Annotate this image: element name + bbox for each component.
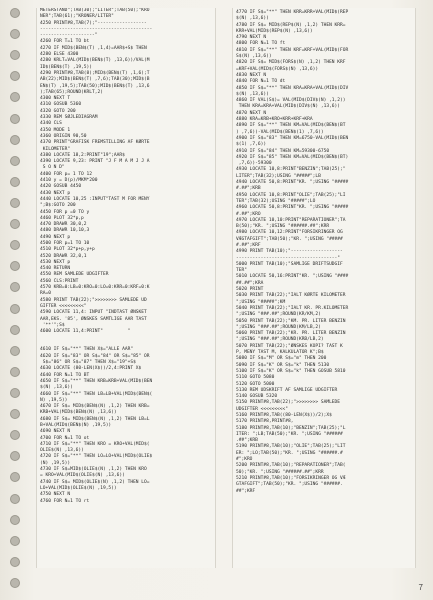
punch-hole <box>10 135 20 145</box>
punch-hole <box>10 346 20 356</box>
punch-hole <box>10 261 20 271</box>
punch-hole <box>10 367 20 377</box>
punch-hole <box>10 304 20 314</box>
punch-hole <box>10 325 20 335</box>
punch-hole <box>10 388 20 398</box>
punch-hole <box>10 92 20 102</box>
punch-hole <box>10 29 20 39</box>
punch-hole <box>10 114 20 124</box>
punch-hole <box>10 177 20 187</box>
punch-hole <box>10 219 20 229</box>
punch-hole <box>10 156 20 166</box>
punch-hole <box>10 494 20 504</box>
punch-hole <box>10 8 20 18</box>
code-block-left-1: METERSTAND";TAB(30);"LITER";TAB(50);"KRO NER";TAB(61);"KRONER/LITER" 4250 PRINT#8,TAB(7);"------------------ ----------------------------------------- --------------------" 4260 FOR T=1 TO bt 4270 IF MID$(BEN$(T) ,1,4)=AAR$+S$ THEN 4280 ELSE 4300 4280 KRLT=VAL(MID$(BEN$(T) ,13,6))/VAL(M ID$(BEN$(T) ,19,5)) 4290 PRINT#8,TAB(8);MID$(BEN$(T) ,1,6);T AB(22);MID$(BEN$(T) ,7,6);TAB(30);MID$(B EN$(T) ,19,5);TAB(50);MID$(BEN$(T) ,13,6 );TAB(65);ROUND(KRLT,2) 4300 NEXT T 4310 GOSUB 5360 4320 GOTO 200 4330 REM SØJLEDIAGRAM 4340 CLS 4350 MODE 1 4360 ORIGIN 90,50 4370 PRINT"GRAFISK FREMSTILLING AF KØRTE KILOMETER" 4380 LOCATE 18,2:PRINT"19";AAR$ 4390 LOCATE 9,23: PRINT "J F M A M J J A S O N D" 4400 FOR p= 1 TO 12 4410 y = D(p)/MKM*200 4420 GOSUB 4450 4430 NEXT p 4440 LOCATE 10,25 :INPUT"TAST M FOR MENY ";B$:GOTO 200 4450 FOR p =0 TO y 4460 PLOT 32*p,p 4470 DRAWR 30,0,2 4480 DRAWR 10,10,3 4490 NEXT p 4500 FOR p=1 TO 10 4510 PLOT 32*p+p,y+p 4520 DRAWR 32,0,1 4530 NEXT p 4540 RETURN 4550 REM SAMLEDE UDGIFTER 4560 CLS:PRINT 4570 KRB=0:LB=0:KRO=0:LO=0:KRR=0:KRF=0:K RA=0 4580 PRINT TAB(22);">>>>>>>> SAMLEDE UD GIFTER <<<<<<<<<" 4590 LOCATE 11,4: INPUT "INDTAST ØNSKET AAR,EKS. '85', ØNSKES SAMTLIGE AAR TAST '**'";S$ 4600 LOCATE 11,4:PRINT" " <box>40 8 153 335</box>
punch-hole <box>10 50 20 60</box>
punch-hole <box>10 240 20 250</box>
punch-hole <box>10 409 20 419</box>
punch-hole <box>10 557 20 567</box>
punch-hole <box>10 71 20 81</box>
column-gap <box>37 337 215 347</box>
page-number: 7 <box>418 583 423 592</box>
punch-hole <box>10 515 20 525</box>
binder-holes <box>10 8 22 588</box>
punch-hole <box>10 451 20 461</box>
code-block-left-2: 4610 IF S$="**" THEN X$="ALLE AAR" 4620 IF S$="83" OR S$="84" OR S$="85" OR S$="86" OR S$="87" THEN X$="19"+S$ 4630 LOCATE (80-LEN(X$))/2,4:PRINT X$ 4640 FOR N=1 TO BT 4650 IF S$="**" THEN KRB=KRB+VAL(MID$(BEN $(N) ,13,6)) 4660 IF S$="**" THEN LB=LB+VAL(MID$(BEN$( N) ,19,5)) 4670 IF S$= MID$(BEN$(N) ,1,2) THEN KRB= KRB+VAL(MID$(BEN$(N) ,13,6)) 4680 IF S$= MID$(BEN$(N) ,1,2) THEN LB=L B+VAL(MID$(BEN$(N) ,19,5)) 4690 NEXT N 4700 FOR N=1 TO ot 4710 IF S$="**" THEN KRO = KRO+VAL(MID$( OLIE$(N) ,13,6)) 4720 IF S$="**" THEN LO=LO+VAL(MID$(OLIE$ (N) ,19,5)) 4730 IF S$=MID$(OLIE$(N) ,1,2) THEN KRO = KRO+VAL(MID$(OLIE$(N) ,13,6)) 4740 IF S$= MID$(OLIE$(N) ,1,2) THEN LO= LO+VAL(MID$(OLIE$(N) ,19,5)) 4750 NEXT N 4760 FOR N=1 TO rt <box>40 347 153 504</box>
punch-hole <box>10 472 20 482</box>
code-block-right-1: 4770 IF S$="**" THEN KRR=KRR+VAL(MID$(REP $(N) ,13,6)) 4780 IF S$= MID$(REP$(N) ,1,2) THEN KRR= KRR+VAL(MID$(REP$(N) ,13,6)) 4790 NEXT N 4800 FOR N=1 TO ft 4810 IF S$="**" THEN KRF=KRF+VAL(MID$(FOR S$(N) ,13,6)) 4820 IF S$= MID$(FORS$(N) ,1,2) THEN KRF =KRF+VAL(MID$(FORS$(N) ,13,6)) 4830 NEXT N 4840 FOR N=1 TO dt 4850 IF S$="**" THEN KRA=KRA+VAL(MID$(DIV $(N) ,13,6)) 4860 IF VAL(S$)= VAL(MID$(DIV$(N) ,1,2)) THEN KRA=KRA+VAL(MID$(DIV$(N) ,13,6)) 4870 NEXT N 4880 KRA=KRB+KRO+KRR+KRF+KRA 4890 IF S$="**" THEN KM=VAL(MID$(BEN$(BT ) ,7,6))-VAL(MID$(BEN$(1) ,7,6)) 4900 IF S$="83" THEN KM=6750-VAL(MID$(BEN $(1) ,7,6)) 4910 IF S$="84" THEN KM=59300-6750 4920 IF S$="85" THEN KM=VAL(MID$(BEN$(BT) ,7,6))-59300 4930 LOCATE 10,8:PRINT"BENZIN";TAB(25);" LITER";TAB(32);USING "#####";LB 4940 LOCATE 50,8:PRINT"KR. ";USING "##### #.##";KRB 4950 LOCATE 10,8:PRINT"OLIE";TAB(25);"LI TER";TAB(32);USING "#####";LO 4960 LOCATE 50,8:PRINT"KR. ";USING "##### #.##";KRO 4970 LOCATE 10,10:PRINT"REPARATIONER";TA B(50);"KR. ";USING "######.##";KRR 4980 LOCATE 10,12:PRINT"FORSIKRINGER OG VÆGTAFGIFT";TAB(50);"KR. ";USING "##### #.##";KRF 4990 PRINT TAB(10);"------------------- -------------------------------------" 5000 PRINT TAB(10);"SAMLIGE DRIFTSUDGIF TER" 5010 LOCATE 50,16:PRINT"KR. ";USING "#### ##.##";KRA 5020 PRINT 5030 PRINT TAB(22);"IALT KØRTE KILOMETER ";USING "#####";KM 5040 PRINT TAB(22);"IALT KR. PR.KILOMETER ";USING "###.##";ROUND(KR/KM,2) 5050 PRINT TAB(22);"KM. PR. LITER BENZIN ";USING "###.##";ROUND(KM/LB,2) 5060 PRINT TAB(22);"KR. PR. LITER BENZIN ";USING "###.##";ROUND(KRB/LB,2) 5070 PRINT TAB(22);"ØNSKES KOPI? TAST K P, MENY TAST M, KALKULATOR K";B$ 5080 IF S$="M" OR S$="m" THEN 200 5090 IF S$="K" OR S$="k" THEN 5130 5100 IF S$="K" OR S$="k" THEN GOSUB 5810 5110 GOTO 5080 5120 GOTO 5000 5130 REM UDSKRIFT AF SAMLIGE UDGIFTER 5140 GOSUB 5320 5150 PRINT#8,TAB(22);">>>>>>>> SAMLEDE UDGIFTER <<<<<<<<<" 5160 PRINT#8,TAB((80-LEN(X$))/2);X$ 5170 PRINT#8,PRINT#8, 5180 PRINT#8,TAB(10);"BENZIN";TAB(25);"L ITER: ";LB;TAB(50);"KR. ";USING "###### .##";KRB 5190 PRINT#8,TAB(10);"OLIE";TAB(25);"LIT ER: ";LO;TAB(50);"KR. ";USING "######.# #";KRO 5200 PRINT#8,TAB(10);"REPARATIONER";TAB( 50);"KR. ";USING "######.##";KRR 5210 PRINT#8,TAB(10);"FORSIKRINGER OG VÆ GTAFGIFT";TAB(50);"KR. ";USING "######. ##";KRF <box>236 10 349 494</box>
punch-hole <box>10 430 20 440</box>
punch-hole <box>10 282 20 292</box>
punch-hole <box>10 578 20 588</box>
listing-column-right <box>232 8 416 568</box>
punch-hole <box>10 198 20 208</box>
punch-hole <box>10 536 20 546</box>
listing-column-left <box>36 8 216 568</box>
